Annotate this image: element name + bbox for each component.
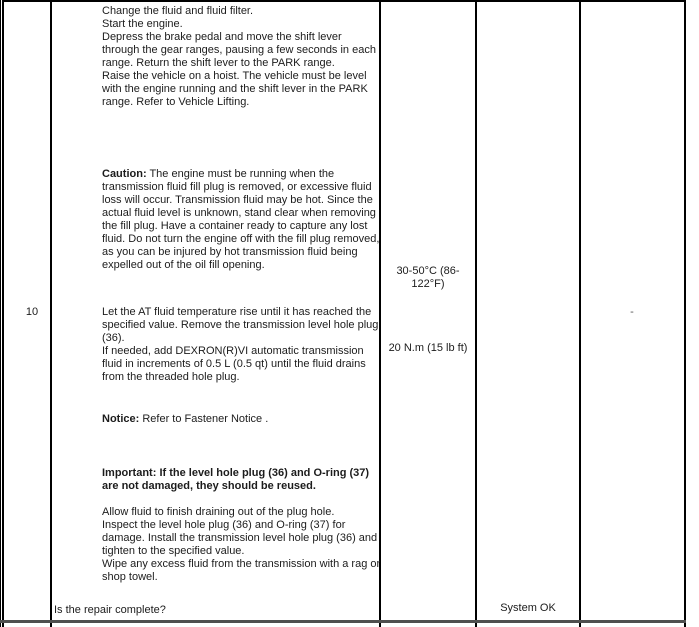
action-line: Wipe any excess fluid from the transmission with a rag or shop towel. bbox=[102, 558, 381, 583]
action-steps-bottom bbox=[102, 506, 382, 584]
page-left-edge bbox=[0, 0, 1, 627]
value-temperature: 30-50°C (86-122°F) bbox=[396, 265, 460, 290]
notice-body: Refer to Fastener Notice . bbox=[139, 413, 269, 425]
caution-body: The engine must be running when the transmission fluid fill plug is removed, or excessive fluid loss will occur. Transmission fluid may be hot. Since the actual fluid level is unknown, stand clear when removing the fill plug. Have a container ready to capture any lost fluid. Do not turn the engine off with the fill plug removed, as you can be injured by hot transmission fluid being expelled out of the oil fill opening. bbox=[102, 168, 380, 271]
action-line: Raise the vehicle on a hoist. The vehicle must be level with the engine running and the shift lever in the PARK range. Refer to Vehicle Lifting. bbox=[102, 70, 368, 108]
action-line: If needed, add DEXRON(R)VI automatic transmission fluid in increments of 0.5 L (0.5 qt) until the fluid drains from the threaded hole plug. bbox=[102, 345, 366, 383]
table-top-border bbox=[2, 0, 686, 2]
no-result: - bbox=[630, 306, 634, 318]
yes-result: System OK bbox=[500, 602, 556, 614]
notice-label: Notice: bbox=[102, 413, 140, 425]
important-paragraph bbox=[102, 467, 382, 493]
action-line: Depress the brake pedal and move the shift lever through the gear ranges, pausing a few seconds in each range. Return the shift lever to the PARK range. bbox=[102, 31, 376, 69]
column-divider-value bbox=[475, 0, 477, 627]
caution-label: Caution: bbox=[102, 168, 147, 180]
action-line: Inspect the level hole plug (36) and O-ring (37) for damage. Install the transmission level hole plug (36) and tighten to the specified value. bbox=[102, 519, 378, 557]
table-right-border bbox=[684, 0, 686, 627]
step-number: 10 bbox=[25, 306, 39, 318]
action-steps-top bbox=[102, 5, 382, 109]
caution-paragraph bbox=[102, 168, 382, 272]
action-line: Change the fluid and fluid filter. bbox=[102, 5, 254, 17]
row-divider bbox=[0, 620, 686, 623]
value-torque: 20 N.m (15 lb ft) bbox=[388, 342, 468, 354]
action-line: Allow fluid to finish draining out of the plug hole. bbox=[102, 506, 335, 518]
notice-text bbox=[102, 413, 382, 426]
notice-paragraph bbox=[102, 413, 382, 426]
action-line: Let the AT fluid temperature rise until it has reached the specified value. Remove the transmission level hole plug (36). bbox=[102, 306, 379, 344]
caution-text bbox=[102, 168, 382, 272]
important-text: Important: If the level hole plug (36) and O-ring (37) are not damaged, they should be reused. bbox=[102, 467, 370, 492]
action-line: Start the engine. bbox=[102, 18, 183, 30]
repair-complete-question: Is the repair complete? bbox=[54, 604, 166, 616]
action-steps-mid bbox=[102, 306, 382, 384]
